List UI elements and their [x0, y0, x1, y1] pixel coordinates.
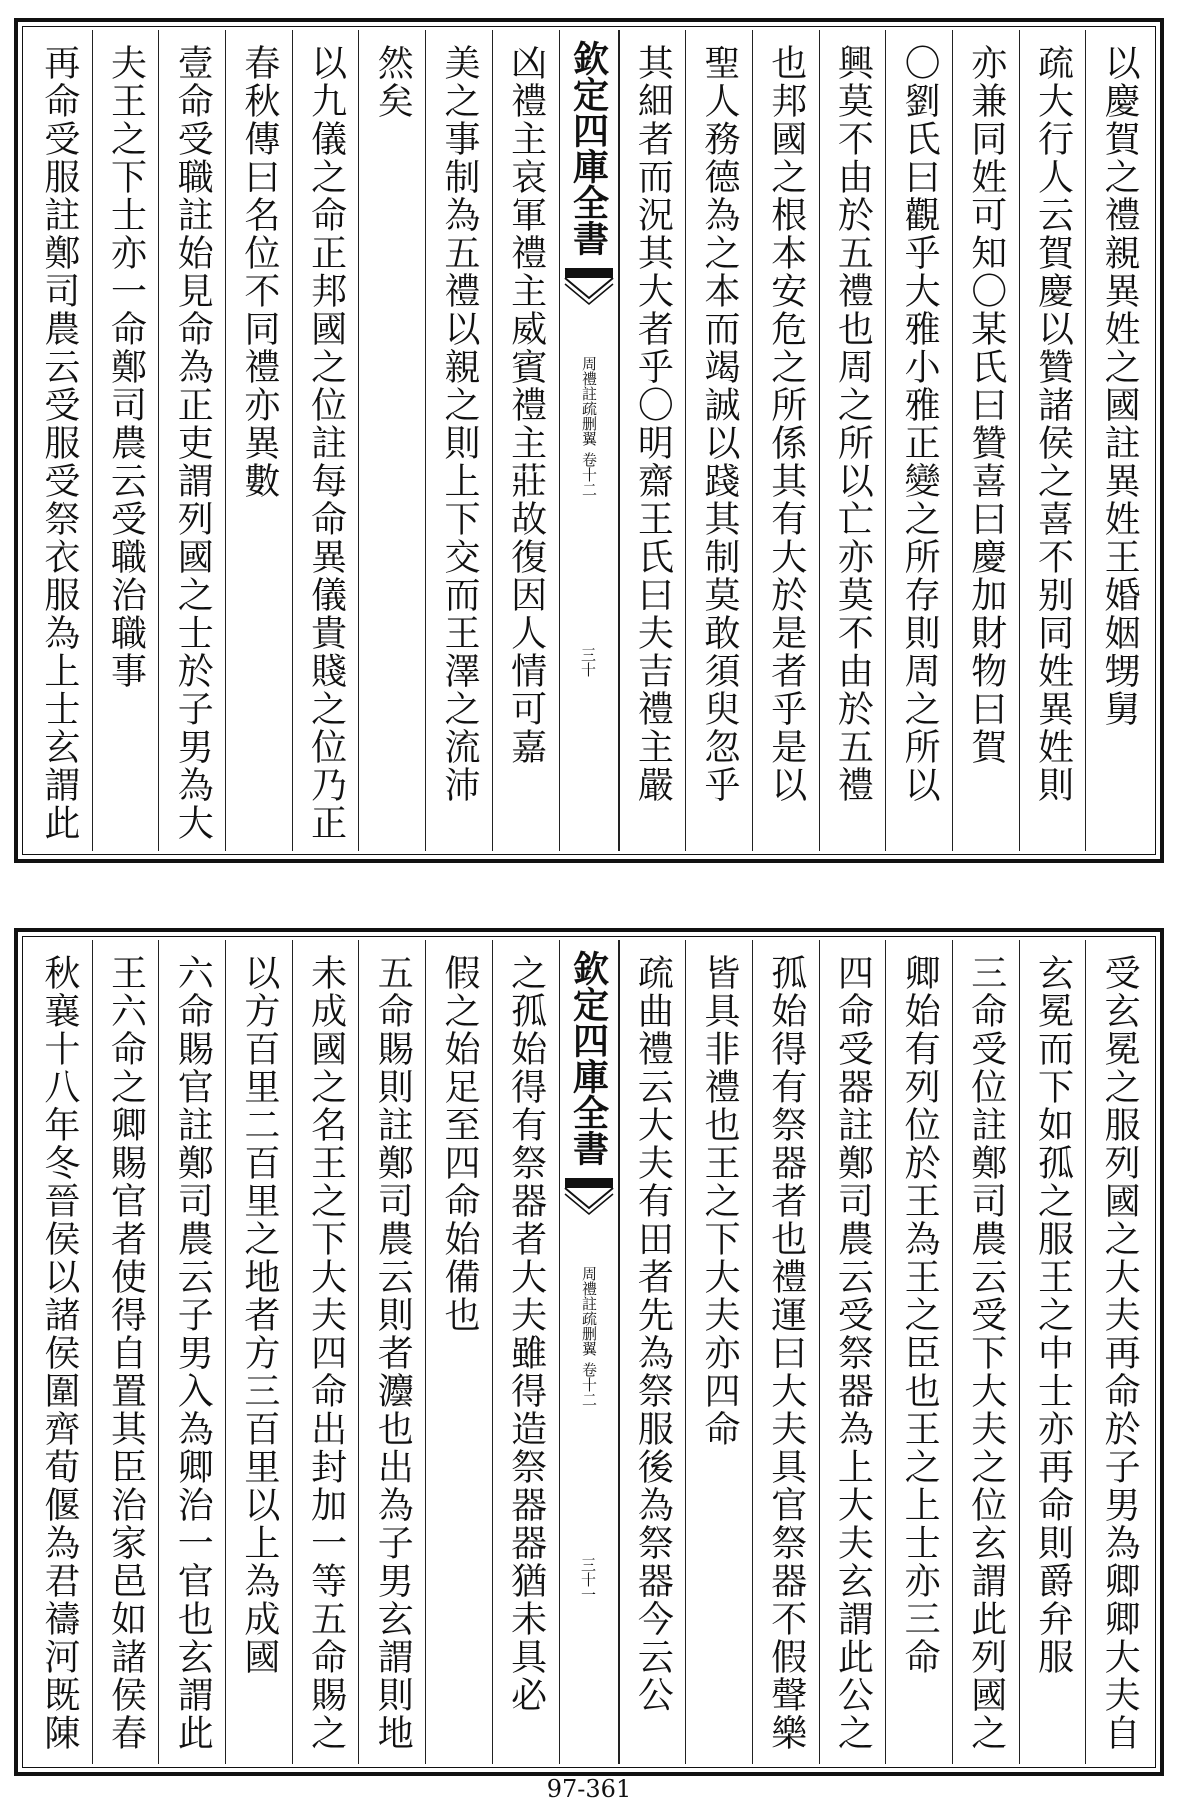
text-column: 美之事制為五禮以親之則上下交而王澤之流沛: [425, 30, 492, 851]
text-column: 夫王之下士亦一命鄭司農云受職治職事: [92, 30, 159, 851]
page-footer-number: 97-361: [546, 1775, 632, 1803]
text-column: 玄冕而下如孤之服王之中士亦再命則爵弁服: [1019, 940, 1086, 1764]
text-column: 五命賜則註鄭司農云則者灋也出為子男玄謂則地: [358, 940, 425, 1764]
text-column: 王六命之卿賜官者使得自置其臣治家邑如諸侯春: [92, 940, 159, 1764]
text-column: 興莫不由於五禮也周之所以亡亦莫不由於五禮: [819, 30, 886, 851]
text-column: 壹命受職註始見命為正吏謂列國之士於子男為大: [158, 30, 225, 851]
spine-subtitle: 周禮註疏删翼: [580, 1266, 598, 1356]
spine-title: 欽定四庫全書: [567, 40, 610, 256]
text-column: 受玄冕之服列國之大夫再命於子男為卿卿大夫自: [1085, 940, 1152, 1764]
center-spine: [559, 30, 619, 851]
text-column: 然矣: [358, 30, 425, 851]
text-column: 孤始得有祭器者也禮運曰大夫具官祭器不假聲樂: [752, 940, 819, 1764]
text-column: 未成國之名王之下大夫四命出封加一等五命賜之: [292, 940, 359, 1764]
spine-title: 欽定四庫全書: [567, 950, 610, 1166]
text-column: 六命賜官註鄭司農云子男入為卿治一官也玄謂此: [158, 940, 225, 1764]
fish-tail-mark-icon: [563, 1174, 615, 1226]
text-column: 也邦國之根本安危之所係其有大於是者乎是以: [752, 30, 819, 851]
center-spine: [559, 940, 619, 1764]
spine-page-number: 三十: [579, 647, 597, 677]
text-column: 疏曲禮云大夫有田者先為祭服後為祭器今云公: [619, 940, 686, 1764]
text-column: 皆具非禮也王之下大夫亦四命: [685, 940, 752, 1764]
text-column: 卿始有列位於王為王之臣也王之上士亦三命: [885, 940, 952, 1764]
text-column: 以慶賀之禮親異姓之國註異姓王婚姻甥舅: [1085, 30, 1152, 851]
page-bottom: [14, 928, 1164, 1776]
text-column: 再命受服註鄭司農云受服受祭衣服為上士玄謂此: [38, 44, 80, 842]
text-column: 凶禮主哀軍禮主威賓禮主莊故復因人情可嘉: [492, 30, 559, 851]
spine-volume: 卷十二: [580, 1362, 598, 1407]
text-column: 春秋傳曰名位不同禮亦異數: [225, 30, 292, 851]
fish-tail-mark-icon: [563, 264, 615, 316]
text-column: 其細者而況其大者乎〇明齋王氏曰夫吉禮主嚴: [619, 30, 686, 851]
text-column: 三命受位註鄭司農云受下大夫之位玄謂此列國之: [952, 940, 1019, 1764]
page-top: [14, 18, 1164, 863]
spine-page-number: 三十一: [579, 1557, 597, 1602]
text-column: 四命受器註鄭司農云受祭器為上大夫玄謂此公之: [819, 940, 886, 1764]
text-column: 〇劉氏曰觀乎大雅小雅正變之所存則周之所以: [885, 30, 952, 851]
text-column: 亦兼同姓可知〇某氏曰贊喜曰慶加財物曰賀: [952, 30, 1019, 851]
spine-volume: 卷十二: [580, 452, 598, 497]
text-column: 以九儀之命正邦國之位註每命異儀貴賤之位乃正: [292, 30, 359, 851]
text-column: 聖人務德為之本而竭誠以踐其制莫敢須臾忽乎: [685, 30, 752, 851]
text-column: 以方百里二百里之地者方三百里以上為成國: [225, 940, 292, 1764]
text-column: 秋襄十八年冬晉侯以諸侯圍齊荀偃為君禱河既陳: [38, 954, 80, 1752]
spine-subtitle: 周禮註疏删翼: [580, 356, 598, 446]
text-column: 之孤始得有祭器者大夫雖得造祭器器猶未具必: [492, 940, 559, 1764]
text-column: 疏大行人云賀慶以贊諸侯之喜不别同姓異姓則: [1019, 30, 1086, 851]
text-column: 假之始足至四命始備也: [425, 940, 492, 1764]
